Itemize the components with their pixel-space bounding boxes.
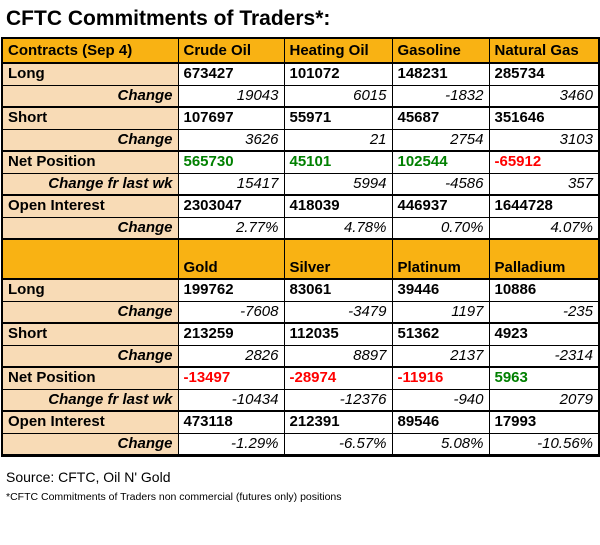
data-cell: -28974 — [284, 367, 392, 389]
data-cell: -7608 — [178, 301, 284, 323]
data-cell: 446937 — [392, 195, 489, 217]
table-row — [2, 389, 599, 411]
data-cell: -10.56% — [489, 433, 599, 455]
data-cell: 89546 — [392, 411, 489, 433]
table-row — [2, 301, 599, 323]
data-cell: -65912 — [489, 151, 599, 173]
data-cell: -10434 — [178, 389, 284, 411]
data-cell: 473118 — [178, 411, 284, 433]
table-row — [2, 323, 599, 345]
row-label: Change fr last wk — [2, 173, 178, 195]
data-cell: 15417 — [178, 173, 284, 195]
footnote-text: *CFTC Commitments of Traders non commercial (futures only) positions — [6, 490, 342, 503]
row-label: Open Interest — [2, 195, 178, 217]
table-row — [2, 195, 599, 217]
data-cell: 0.70% — [392, 217, 489, 239]
data-cell: 8897 — [284, 345, 392, 367]
column-header: Platinum — [392, 239, 489, 279]
data-cell: 101072 — [284, 63, 392, 85]
row-label: Long — [2, 63, 178, 85]
data-cell: 565730 — [178, 151, 284, 173]
data-cell: 112035 — [284, 323, 392, 345]
table-row — [2, 85, 599, 107]
data-cell: 10886 — [489, 279, 599, 301]
data-cell: 4.07% — [489, 217, 599, 239]
row-label: Change — [2, 129, 178, 151]
table-row — [2, 367, 599, 389]
table-row — [2, 129, 599, 151]
table-row — [2, 217, 599, 239]
data-cell: 83061 — [284, 279, 392, 301]
column-header: Gasoline — [392, 38, 489, 63]
data-cell: -3479 — [284, 301, 392, 323]
column-header: Gold — [178, 239, 284, 279]
data-cell: 5994 — [284, 173, 392, 195]
row-label: Change — [2, 217, 178, 239]
data-cell: 199762 — [178, 279, 284, 301]
cot-table — [1, 37, 600, 457]
row-label: Net Position — [2, 367, 178, 389]
data-cell: -940 — [392, 389, 489, 411]
table-row — [2, 279, 599, 301]
row-label: Long — [2, 279, 178, 301]
data-cell: 418039 — [284, 195, 392, 217]
data-cell: 2303047 — [178, 195, 284, 217]
data-cell: 3626 — [178, 129, 284, 151]
data-cell: 102544 — [392, 151, 489, 173]
data-cell: 45687 — [392, 107, 489, 129]
column-header: Crude Oil — [178, 38, 284, 63]
data-cell: -1832 — [392, 85, 489, 107]
data-cell: 39446 — [392, 279, 489, 301]
table-row — [2, 107, 599, 129]
data-cell: -6.57% — [284, 433, 392, 455]
source-text: Source: CFTC, Oil N' Gold — [6, 468, 171, 485]
data-cell: 17993 — [489, 411, 599, 433]
row-label: Change — [2, 345, 178, 367]
data-cell: 5.08% — [392, 433, 489, 455]
data-cell: 2754 — [392, 129, 489, 151]
row-label: Change — [2, 85, 178, 107]
row-label: Change fr last wk — [2, 389, 178, 411]
column-header: Natural Gas — [489, 38, 599, 63]
data-cell: -12376 — [284, 389, 392, 411]
metals-section — [2, 239, 599, 455]
table-row — [2, 63, 599, 85]
data-cell: 6015 — [284, 85, 392, 107]
data-cell: 21 — [284, 129, 392, 151]
data-cell: 212391 — [284, 411, 392, 433]
data-cell: 1644728 — [489, 195, 599, 217]
column-header: Silver — [284, 239, 392, 279]
data-cell: 148231 — [392, 63, 489, 85]
data-cell: 5963 — [489, 367, 599, 389]
data-cell: 4923 — [489, 323, 599, 345]
data-cell: 51362 — [392, 323, 489, 345]
row-label: Short — [2, 323, 178, 345]
table-row — [2, 345, 599, 367]
data-cell: 285734 — [489, 63, 599, 85]
energy-section — [2, 38, 599, 239]
data-cell: 19043 — [178, 85, 284, 107]
data-cell: 107697 — [178, 107, 284, 129]
table-row — [2, 433, 599, 455]
data-cell: -235 — [489, 301, 599, 323]
row-label: Change — [2, 433, 178, 455]
data-cell: -4586 — [392, 173, 489, 195]
row-label: Net Position — [2, 151, 178, 173]
data-cell: -2314 — [489, 345, 599, 367]
data-cell: -1.29% — [178, 433, 284, 455]
column-header: Heating Oil — [284, 38, 392, 63]
data-cell: 2137 — [392, 345, 489, 367]
table-row — [2, 151, 599, 173]
corner-header-cell — [2, 239, 178, 279]
data-cell: 2.77% — [178, 217, 284, 239]
data-cell: 2826 — [178, 345, 284, 367]
row-label: Open Interest — [2, 411, 178, 433]
data-cell: 4.78% — [284, 217, 392, 239]
table-row — [2, 173, 599, 195]
data-cell: 351646 — [489, 107, 599, 129]
data-cell: -13497 — [178, 367, 284, 389]
data-cell: 45101 — [284, 151, 392, 173]
corner-header-cell: Contracts (Sep 4) — [2, 38, 178, 63]
table-row — [2, 411, 599, 433]
data-cell: 3103 — [489, 129, 599, 151]
row-label: Short — [2, 107, 178, 129]
page-title: CFTC Commitments of Traders*: — [6, 7, 331, 30]
footer — [0, 469, 600, 503]
column-header: Palladium — [489, 239, 599, 279]
data-cell: 55971 — [284, 107, 392, 129]
data-cell: 3460 — [489, 85, 599, 107]
data-cell: 213259 — [178, 323, 284, 345]
data-cell: 357 — [489, 173, 599, 195]
data-cell: 2079 — [489, 389, 599, 411]
data-cell: 673427 — [178, 63, 284, 85]
row-label: Change — [2, 301, 178, 323]
data-cell: -11916 — [392, 367, 489, 389]
data-cell: 1197 — [392, 301, 489, 323]
